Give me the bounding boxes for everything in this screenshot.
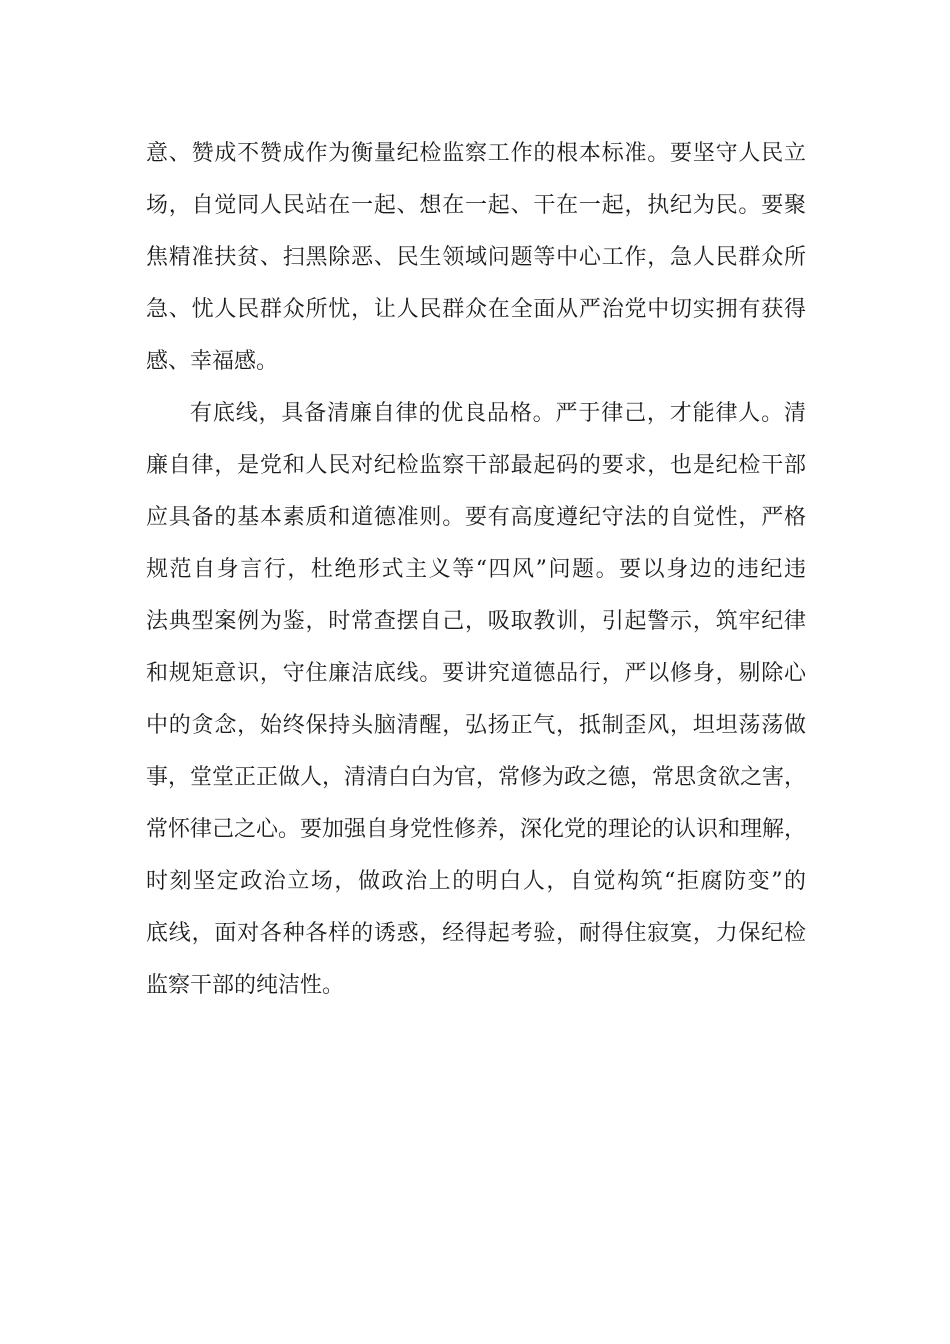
paragraph-line: 常怀律己之心。要加强自身党性修养，深化党的理论的认识和理解， <box>146 817 807 842</box>
paragraph-line: 中的贪念，始终保持头脑清醒，弘扬正气，抵制歪风，坦坦荡荡做 <box>146 713 806 738</box>
paragraph-1 <box>146 128 806 388</box>
document-body <box>146 128 806 1012</box>
paragraph-line: 廉自律，是党和人民对纪检监察干部最起码的要求，也是纪检干部 <box>146 453 806 478</box>
paragraph-line: 意、赞成不赞成作为衡量纪检监察工作的根本标准。要坚守人民立 <box>146 141 806 166</box>
paragraph-line: 规范自身言行，杜绝形式主义等“四风”问题。要以身边的违纪违 <box>146 557 806 582</box>
paragraph-line: 法典型案例为鉴，时常查摆自己，吸取教训，引起警示，筑牢纪律 <box>146 609 806 634</box>
paragraph-line: 时刻坚定政治立场，做政治上的明白人，自觉构筑“拒腐防变”的 <box>146 869 806 894</box>
paragraph-line: 应具备的基本素质和道德准则。要有高度遵纪守法的自觉性，严格 <box>146 505 806 530</box>
paragraph-line: 急、忧人民群众所忧，让人民群众在全面从严治党中切实拥有获得 <box>146 297 806 322</box>
paragraph-line: 感、幸福感。 <box>146 349 279 374</box>
paragraph-line: 场，自觉同人民站在一起、想在一起、干在一起，执纪为民。要聚 <box>146 193 806 218</box>
paragraph-line: 监察干部的纯洁性。 <box>146 973 345 998</box>
paragraph-line: 有底线，具备清廉自律的优良品格。严于律己，才能律人。清 <box>190 401 806 426</box>
paragraph-2 <box>146 388 806 1012</box>
paragraph-line: 和规矩意识，守住廉洁底线。要讲究道德品行，严以修身，剔除心 <box>146 661 806 686</box>
paragraph-line: 焦精准扶贫、扫黑除恶、民生领域问题等中心工作，急人民群众所 <box>146 245 806 270</box>
paragraph-line: 底线，面对各种各样的诱惑，经得起考验，耐得住寂寞，力保纪检 <box>146 921 806 946</box>
paragraph-line: 事，堂堂正正做人，清清白白为官，常修为政之德，常思贪欲之害， <box>146 765 807 790</box>
